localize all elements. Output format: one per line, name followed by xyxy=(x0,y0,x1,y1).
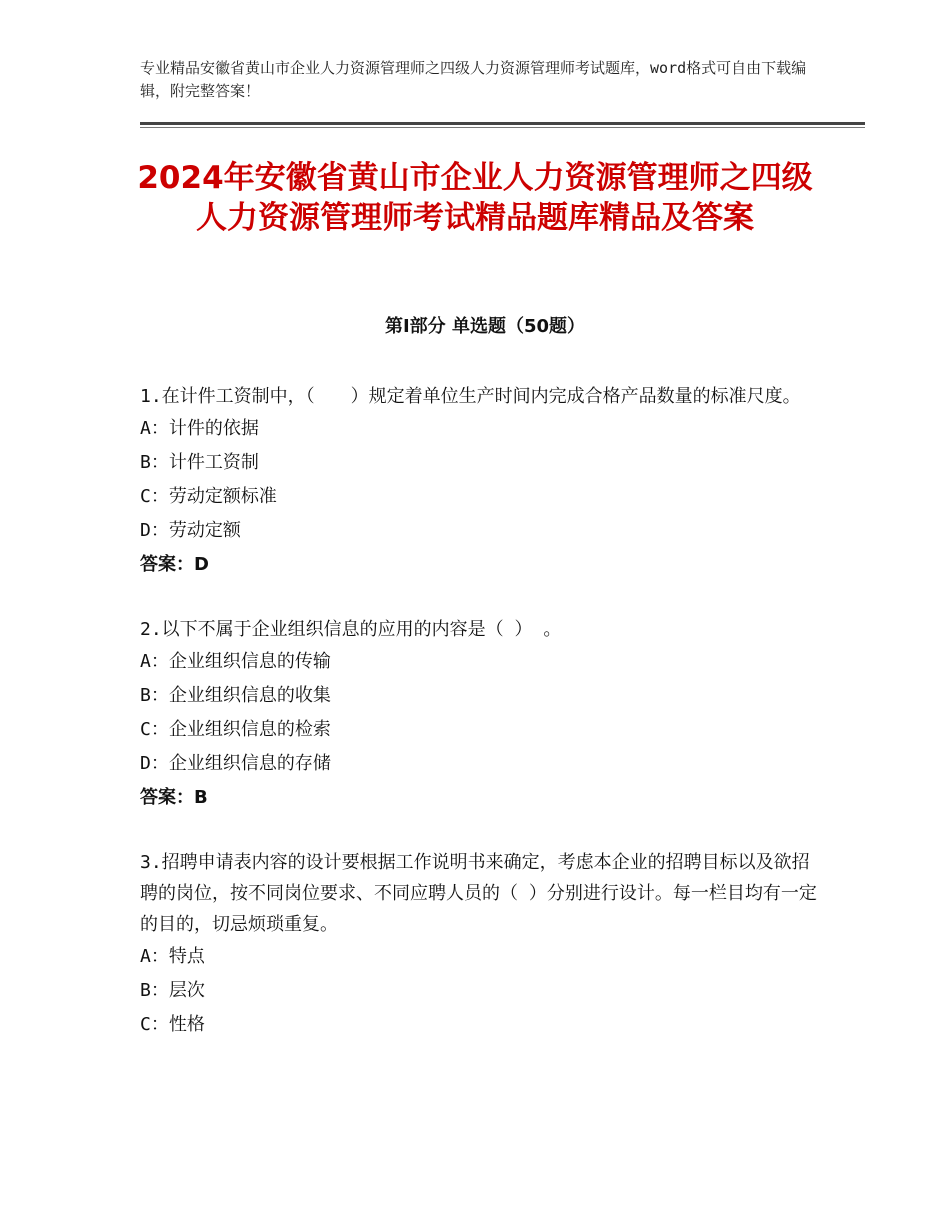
option-b: B：企业组织信息的收集 xyxy=(140,685,331,706)
answer: 答案：D xyxy=(140,554,209,575)
answer: 答案：B xyxy=(140,787,208,808)
question-stem: 1.在计件工资制中，（ ）规定着单位生产时间内完成合格产品数量的标准尺度。 xyxy=(140,386,801,407)
header-note: 专业精品安徽省黄山市企业人力资源管理师之四级人力资源管理师考试题库，word格式可自由下载编辑，附完整答案！ xyxy=(140,59,807,100)
question-2 xyxy=(140,614,820,815)
option-d: D：企业组织信息的存储 xyxy=(140,753,331,774)
question-stem: 2.以下不属于企业组织信息的应用的内容是（ ） 。 xyxy=(140,619,562,640)
header-divider-thin xyxy=(140,127,865,128)
option-a: A：企业组织信息的传输 xyxy=(140,651,331,672)
option-c: C：性格 xyxy=(140,1014,205,1035)
question-list xyxy=(140,381,820,1074)
question-1 xyxy=(140,381,820,582)
option-a: A：特点 xyxy=(140,946,205,967)
question-3 xyxy=(140,847,820,1042)
document-title: 2024年安徽省黄山市企业人力资源管理师之四级人力资源管理师考试精品题库精品及答案 xyxy=(137,160,813,236)
option-c: C：企业组织信息的检索 xyxy=(140,719,331,740)
option-c: C：劳动定额标准 xyxy=(140,486,277,507)
option-b: B：计件工资制 xyxy=(140,452,259,473)
option-b: B：层次 xyxy=(140,980,205,1001)
option-a: A：计件的依据 xyxy=(140,418,259,439)
section-title: 第Ⅰ部分 单选题（50题） xyxy=(384,316,585,337)
option-d: D：劳动定额 xyxy=(140,520,241,541)
question-stem: 3.招聘申请表内容的设计要根据工作说明书来确定，考虑本企业的招聘目标以及欲招聘的岗位，按不同岗位要求、不同应聘人员的（ ）分别进行设计。每一栏目均有一定的目的，切忌烦琐重复。 xyxy=(140,852,817,935)
header-divider xyxy=(140,122,865,125)
